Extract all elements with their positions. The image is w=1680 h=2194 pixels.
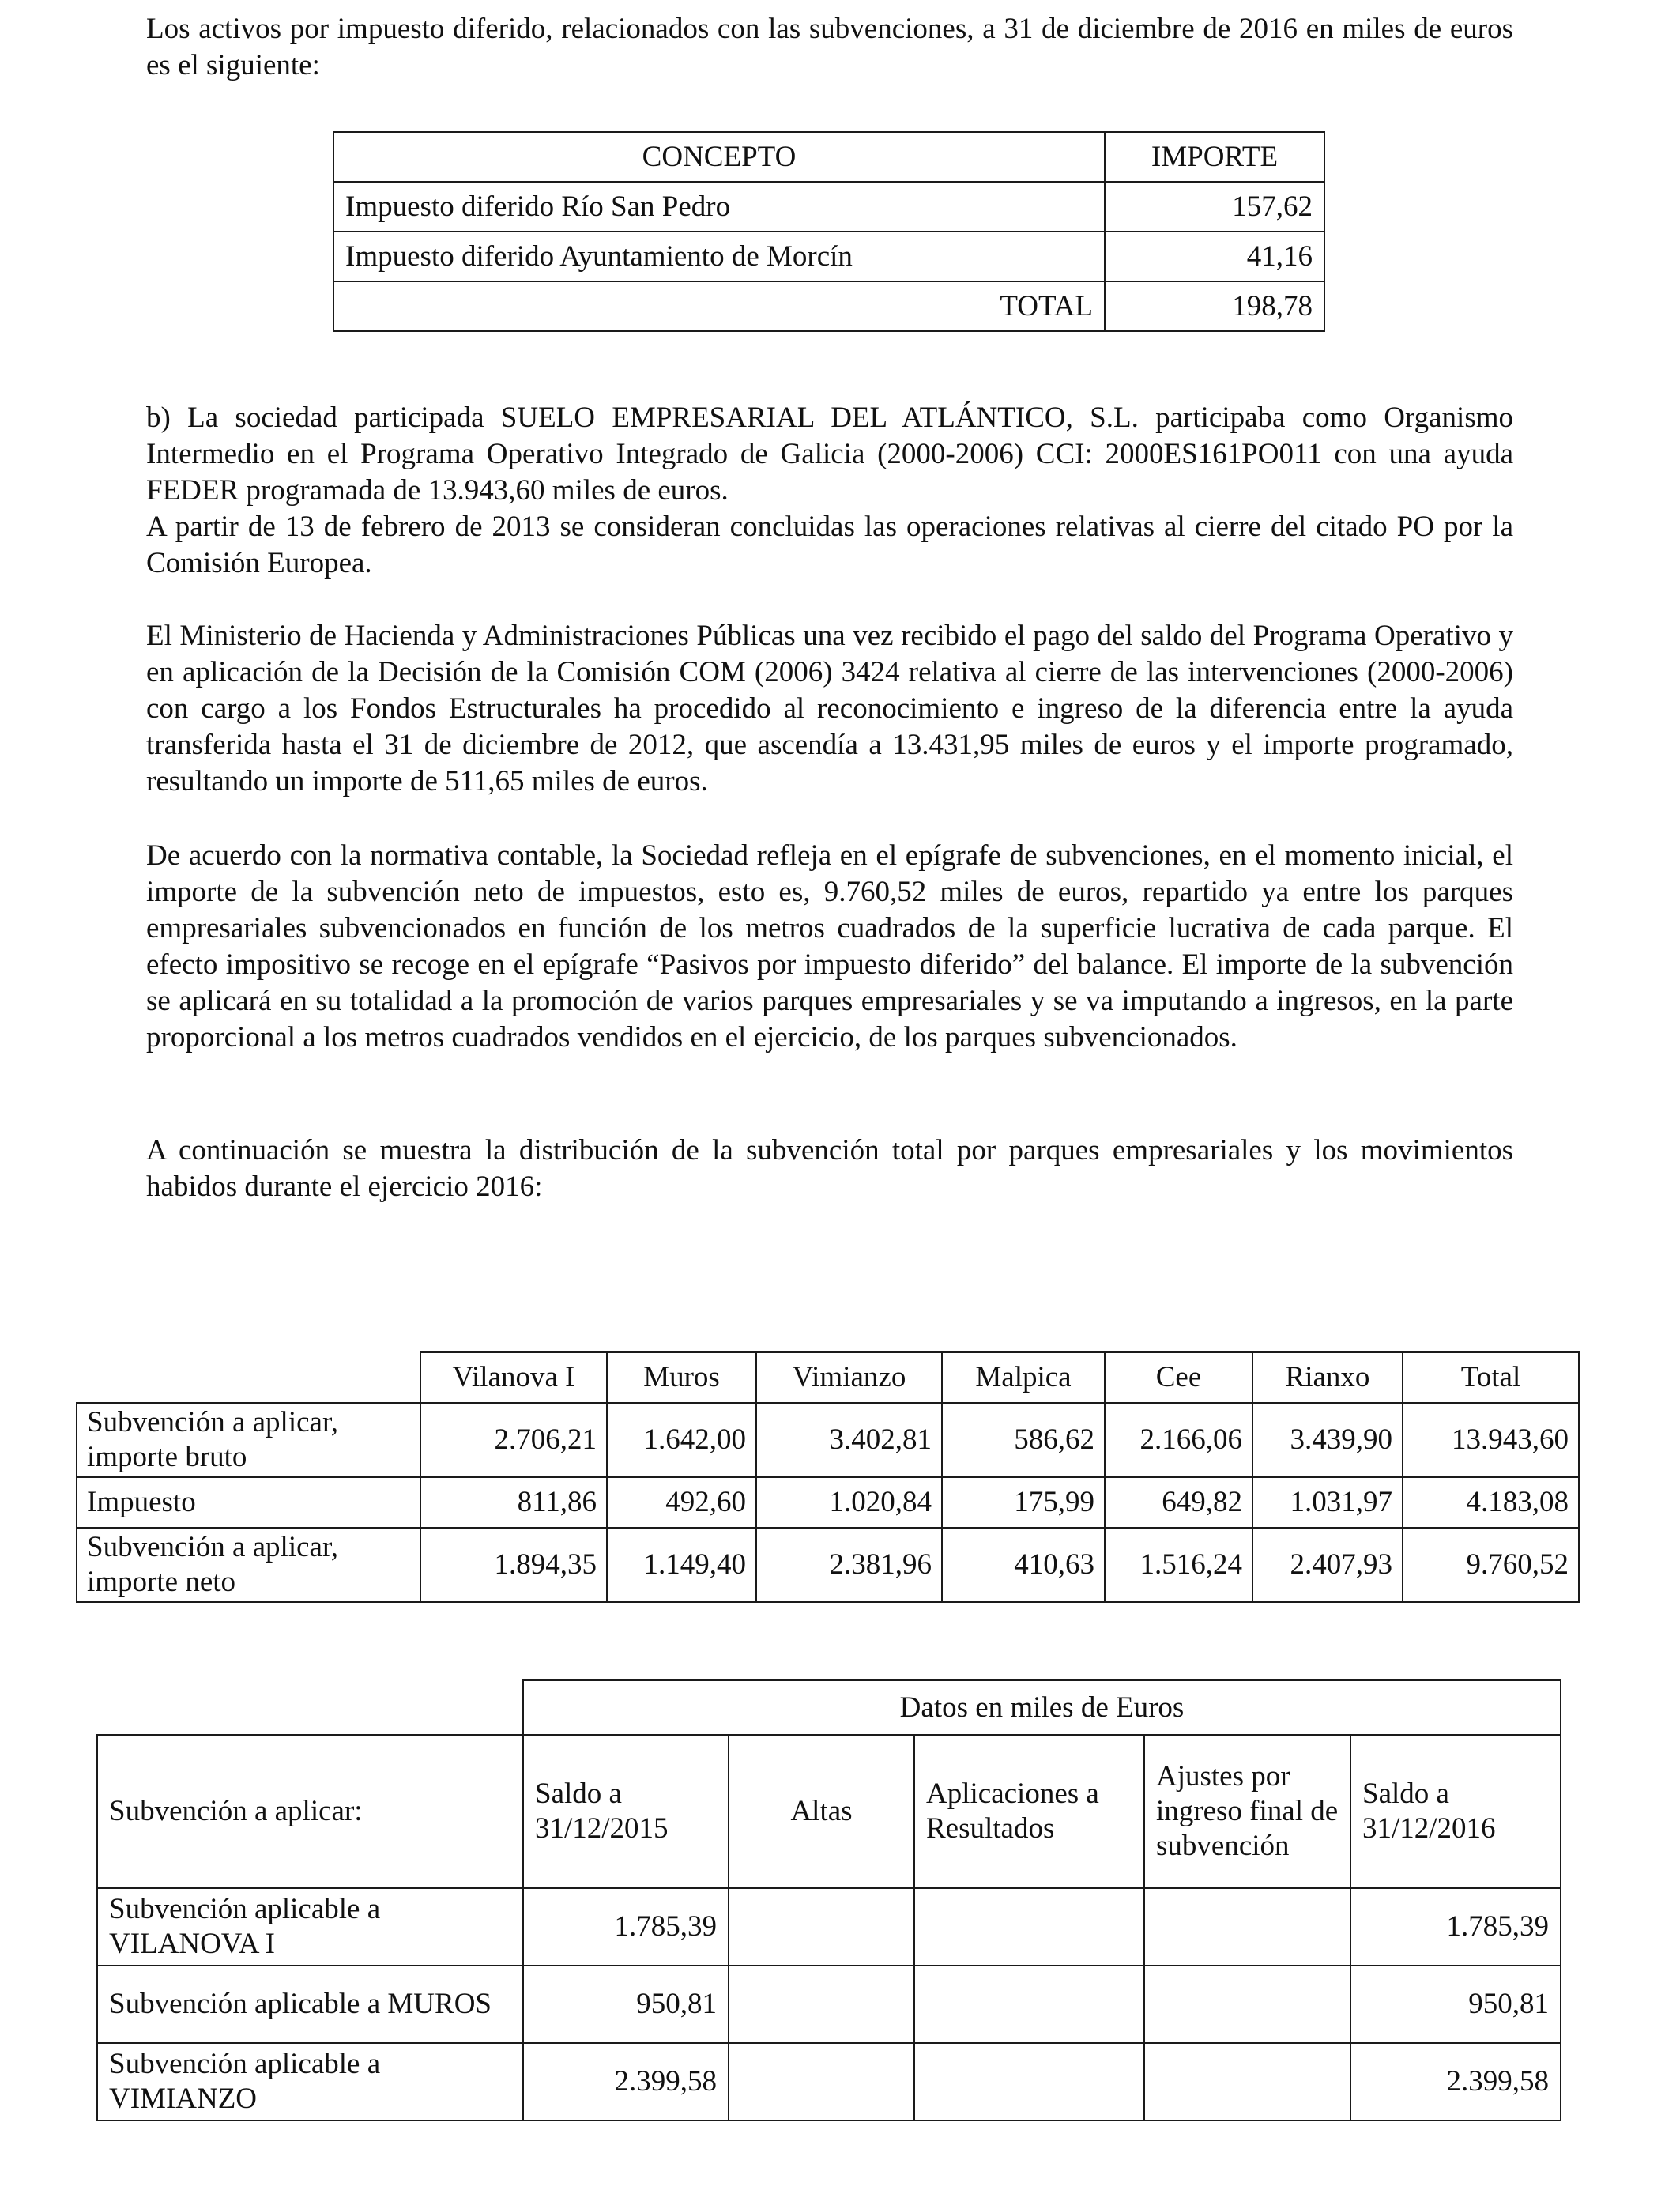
- value-cell: [914, 1888, 1144, 1966]
- ministerio-paragraph: El Ministerio de Hacienda y Administraciones Públicas una vez recibido el pago del saldo del Programa Operativo y en aplicación de la Decisión de la Comisión COM (2006) 3424 relativa al cierre de las intervenciones (2000-2006) con cargo a los Fondos Estructurales ha procedido al reconocimiento e ingreso de la diferencia entre la ayuda transferida hasta el 31 de diciembre de 2012, que ascendía a 13.431,95 miles de euros y el importe programado, resultando un importe de 511,65 miles de euros.: [146, 620, 1513, 797]
- total-row: [333, 281, 1324, 331]
- value-cell: [1144, 1966, 1350, 2043]
- table-row: [97, 1966, 1561, 2043]
- row-label: Subvención aplicable a VILANOVA I: [97, 1888, 523, 1966]
- value-cell: 1.020,84: [756, 1477, 942, 1528]
- table-header-row: [77, 1352, 1579, 1403]
- total-value: 198,78: [1105, 281, 1324, 331]
- value-cell: 1.642,00: [607, 1403, 756, 1477]
- table-row: [333, 232, 1324, 281]
- value-cell: [1144, 2043, 1350, 2120]
- column-header-saldo-2015: Saldo a 31/12/2015: [523, 1735, 729, 1888]
- value-cell: 586,62: [942, 1403, 1105, 1477]
- column-header-vilanova: Vilanova I: [420, 1352, 607, 1403]
- section-b-cierre-paragraph: A partir de 13 de febrero de 2013 se consideran concluidas las operaciones relativas al cierre del citado PO por la Comisión Europea.: [146, 511, 1513, 579]
- column-header-importe: IMPORTE: [1105, 132, 1324, 182]
- value-cell: 410,63: [942, 1528, 1105, 1602]
- row-header: Subvención a aplicar:: [97, 1735, 523, 1888]
- row-label: Impuesto: [77, 1477, 420, 1528]
- value-cell: 2.399,58: [523, 2043, 729, 2120]
- table-row: [77, 1403, 1579, 1477]
- subvencion-distribution-table: [76, 1351, 1580, 1603]
- value-cell: 1.785,39: [1350, 1888, 1561, 1966]
- empty-corner-cell: [97, 1680, 523, 1735]
- value-cell: 2.399,58: [1350, 2043, 1561, 2120]
- importe-cell: 157,62: [1105, 182, 1324, 232]
- column-header-cee: Cee: [1105, 1352, 1252, 1403]
- subvencion-movements-table: [96, 1679, 1561, 2121]
- value-cell: 2.381,96: [756, 1528, 942, 1602]
- value-cell: 3.439,90: [1252, 1403, 1403, 1477]
- concepto-cell: Impuesto diferido Ayuntamiento de Morcín: [333, 232, 1105, 281]
- table-row: [333, 182, 1324, 232]
- row-label: Subvención aplicable a MUROS: [97, 1966, 523, 2043]
- row-label: Subvención aplicable a VIMIANZO: [97, 2043, 523, 2120]
- column-header-concepto: CONCEPTO: [333, 132, 1105, 182]
- value-cell: [914, 2043, 1144, 2120]
- value-cell: 811,86: [420, 1477, 607, 1528]
- column-header-aplicaciones: Aplicaciones a Resultados: [914, 1735, 1144, 1888]
- table-caption: Datos en miles de Euros: [523, 1680, 1561, 1735]
- total-cell: 13.943,60: [1403, 1403, 1579, 1477]
- value-cell: 2.407,93: [1252, 1528, 1403, 1602]
- value-cell: 1.785,39: [523, 1888, 729, 1966]
- table-row: [77, 1477, 1579, 1528]
- importe-cell: 41,16: [1105, 232, 1324, 281]
- value-cell: 2.166,06: [1105, 1403, 1252, 1477]
- column-header-vimianzo: Vimianzo: [756, 1352, 942, 1403]
- value-cell: [729, 1888, 914, 1966]
- table-caption-row: [97, 1680, 1561, 1735]
- value-cell: [1144, 1888, 1350, 1966]
- row-label: Subvención a aplicar, importe neto: [77, 1528, 420, 1602]
- value-cell: 1.149,40: [607, 1528, 756, 1602]
- section-b-paragraph: b) La sociedad participada SUELO EMPRESARIAL DEL ATLÁNTICO, S.L. participaba como Organismo Intermedio en el Programa Operativo Integrado de Galicia (2000-2006) CCI: 2000ES161PO011 con una ayuda FEDER programada de 13.943,60 miles de euros.: [146, 401, 1513, 507]
- total-label: TOTAL: [333, 281, 1105, 331]
- table-header-row: [97, 1735, 1561, 1888]
- normativa-paragraph: De acuerdo con la normativa contable, la Sociedad refleja en el epígrafe de subvenciones, en el momento inicial, el importe de la subvención neto de impuestos, esto es, 9.760,52 miles de euros, repartido ya entre los parques empresariales subvencionados en función de los metros cuadrados de la superficie lucrativa de cada parque. El efecto impositivo se recoge en el epígrafe “Pasivos por impuesto diferido” del balance. El importe de la subvención se aplicará en su totalidad a la promoción de varios parques empresariales y se va imputando a ingresos, en la parte proporcional a los metros cuadrados vendidos en el ejercicio, de los parques subvencionados.: [146, 839, 1513, 1054]
- table-row: [77, 1528, 1579, 1602]
- value-cell: 2.706,21: [420, 1403, 607, 1477]
- value-cell: 1.516,24: [1105, 1528, 1252, 1602]
- column-header-saldo-2016: Saldo a 31/12/2016: [1350, 1735, 1561, 1888]
- table-row: [97, 2043, 1561, 2120]
- value-cell: 649,82: [1105, 1477, 1252, 1528]
- column-header-altas: Altas: [729, 1735, 914, 1888]
- intro-paragraph: Los activos por impuesto diferido, relacionados con las subvenciones, a 31 de diciembre de 2016 en miles de euros es el siguiente:: [146, 13, 1513, 81]
- empty-corner-cell: [77, 1352, 420, 1403]
- value-cell: 950,81: [523, 1966, 729, 2043]
- column-header-muros: Muros: [607, 1352, 756, 1403]
- deferred-tax-table: [333, 131, 1325, 332]
- column-header-rianxo: Rianxo: [1252, 1352, 1403, 1403]
- column-header-ajustes: Ajustes por ingreso final de subvención: [1144, 1735, 1350, 1888]
- column-header-malpica: Malpica: [942, 1352, 1105, 1403]
- value-cell: [729, 1966, 914, 2043]
- concepto-cell: Impuesto diferido Río San Pedro: [333, 182, 1105, 232]
- column-header-total: Total: [1403, 1352, 1579, 1403]
- total-cell: 9.760,52: [1403, 1528, 1579, 1602]
- total-cell: 4.183,08: [1403, 1477, 1579, 1528]
- distribucion-paragraph: A continuación se muestra la distribución de la subvención total por parques empresariales y los movimientos habidos durante el ejercicio 2016:: [146, 1134, 1513, 1203]
- value-cell: 175,99: [942, 1477, 1105, 1528]
- value-cell: 1.031,97: [1252, 1477, 1403, 1528]
- table-row: [97, 1888, 1561, 1966]
- value-cell: [729, 2043, 914, 2120]
- value-cell: 1.894,35: [420, 1528, 607, 1602]
- value-cell: 492,60: [607, 1477, 756, 1528]
- value-cell: 950,81: [1350, 1966, 1561, 2043]
- row-label: Subvención a aplicar, importe bruto: [77, 1403, 420, 1477]
- value-cell: 3.402,81: [756, 1403, 942, 1477]
- value-cell: [914, 1966, 1144, 2043]
